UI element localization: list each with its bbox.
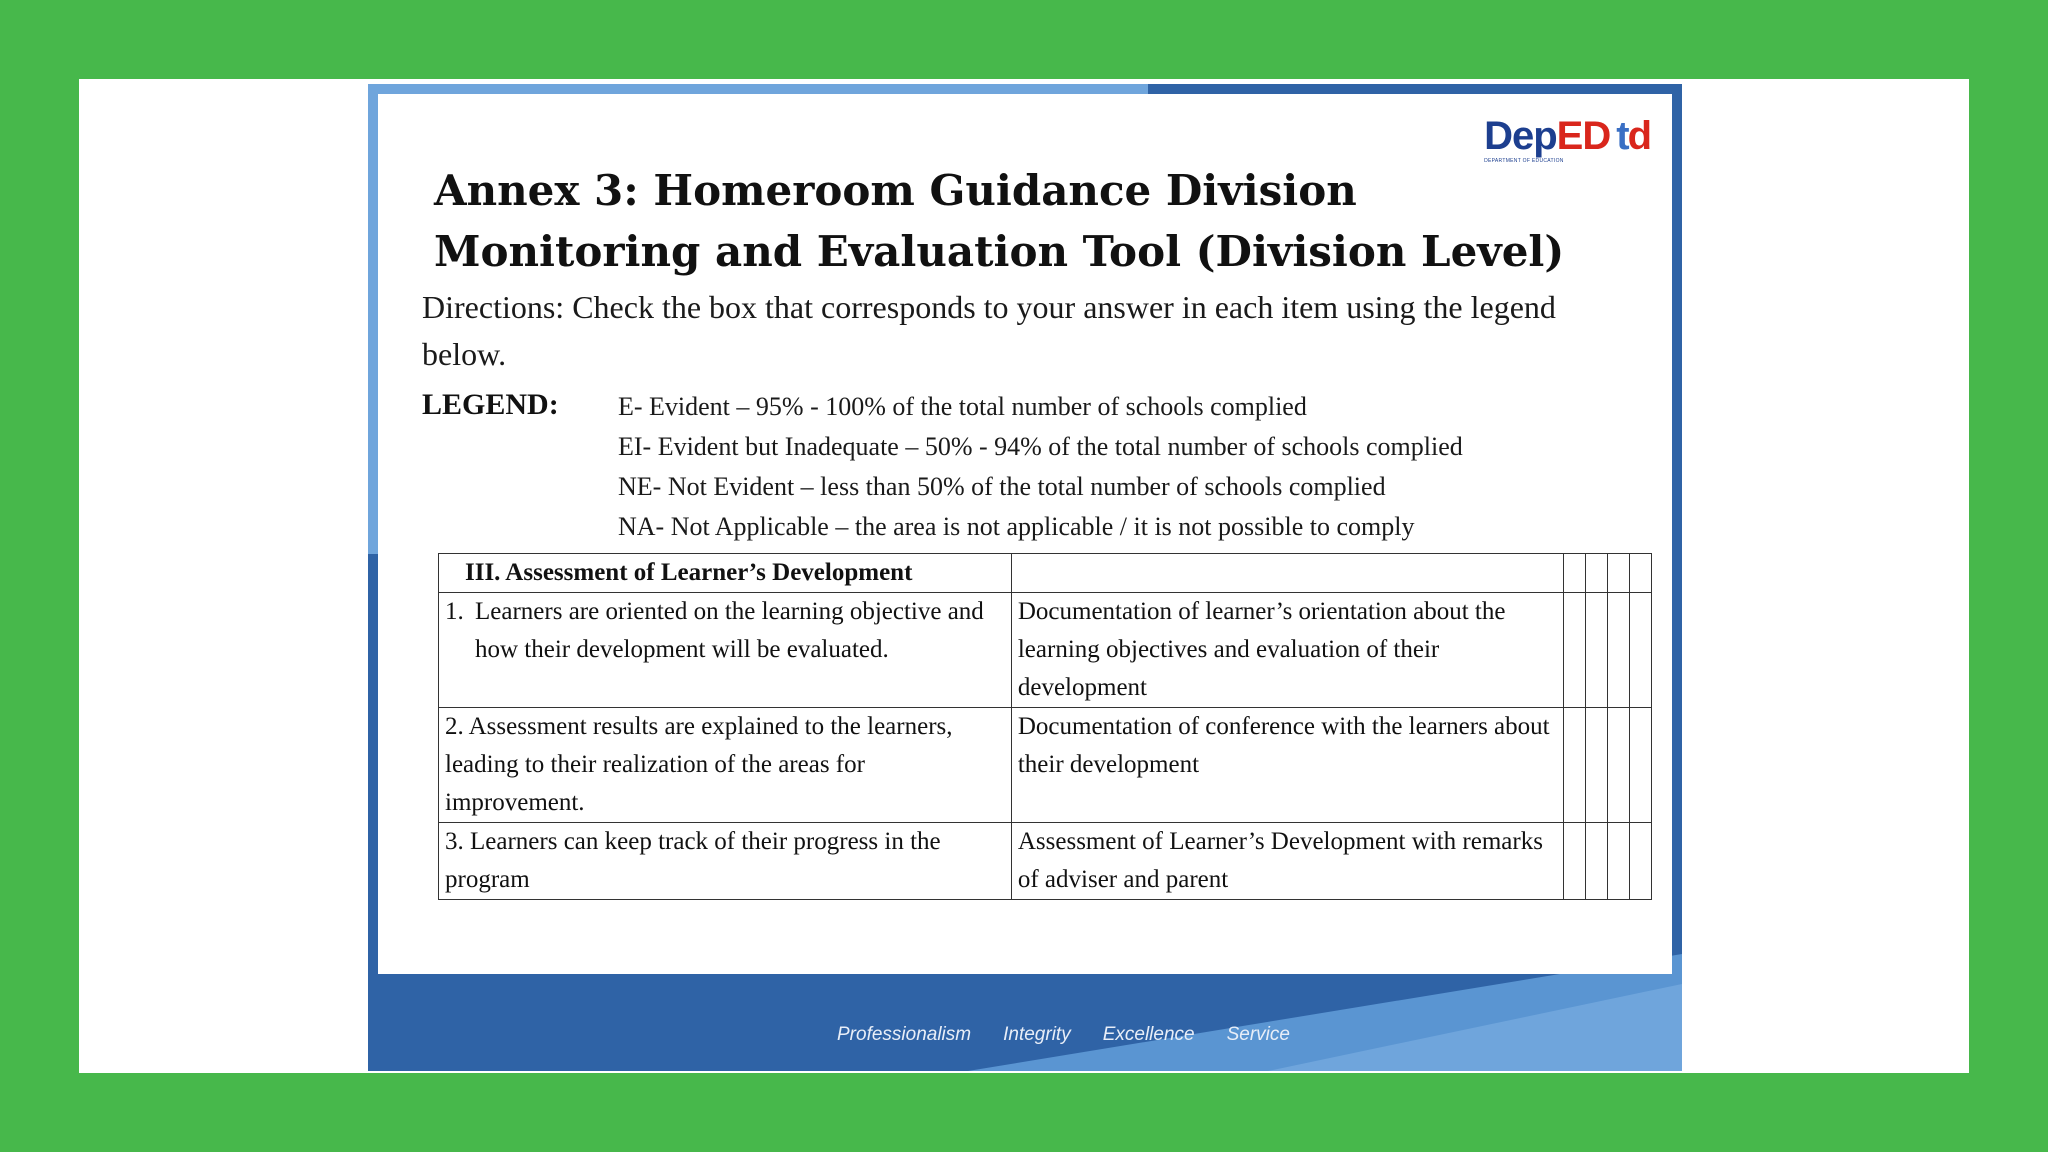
deped-logo: DepED DEPARTMENT OF EDUCATION td — [1484, 114, 1650, 164]
checkbox-e[interactable] — [1563, 593, 1585, 708]
page-title: Annex 3: Homeroom Guidance Division Monitoring and Evaluation Tool (Division Level) — [434, 166, 1565, 276]
legend-item: EI- Evident but Inadequate – 50% - 94% of the total number of schools complied — [618, 432, 1463, 461]
indicator-cell: 1. Learners are oriented on the learning objective and how their development will be evaluated. — [439, 593, 1012, 708]
checkbox-na[interactable] — [1629, 708, 1651, 823]
evidence-cell: Assessment of Learner’s Development with remarks of adviser and parent — [1011, 823, 1563, 900]
checkbox-ne[interactable] — [1607, 554, 1629, 593]
legend-item: NA- Not Applicable – the area is not applicable / it is not possible to comply — [618, 512, 1415, 541]
core-value: Service — [1226, 1024, 1290, 1045]
table-row — [439, 823, 1652, 900]
core-value: Professionalism — [837, 1024, 972, 1045]
checkbox-e[interactable] — [1563, 708, 1585, 823]
table-row — [439, 593, 1652, 708]
section-header: III. Assessment of Learner’s Development — [439, 554, 1012, 593]
evidence-cell: Documentation of learner’s orientation about the learning objectives and evaluation of their development — [1011, 593, 1563, 708]
checkbox-ei[interactable] — [1585, 708, 1607, 823]
indicator-cell: 2. Assessment results are explained to the learners, leading to their realization of the areas for improvement. — [439, 708, 1012, 823]
checkbox-ne[interactable] — [1607, 823, 1629, 900]
legend-list — [618, 387, 1463, 547]
evidence-header — [1011, 554, 1563, 593]
core-values-footer — [368, 1024, 1368, 1046]
checkbox-ei[interactable] — [1585, 593, 1607, 708]
checkbox-na[interactable] — [1629, 593, 1651, 708]
legend-item: NE- Not Evident – less than 50% of the total number of schools complied — [618, 472, 1386, 501]
monitoring-table — [438, 553, 1652, 900]
checkbox-ne[interactable] — [1607, 593, 1629, 708]
legend-label: LEGEND: — [422, 388, 559, 421]
td-logo: td — [1616, 114, 1650, 158]
checkbox-ei[interactable] — [1585, 823, 1607, 900]
core-value: Excellence — [1102, 1024, 1195, 1045]
checkbox-na[interactable] — [1629, 554, 1651, 593]
directions-text: Directions: Check the box that corresponds to your answer in each item using the legend below. — [422, 289, 1556, 372]
checkbox-e[interactable] — [1563, 554, 1585, 593]
presentation-slide — [368, 84, 1682, 1071]
checkbox-na[interactable] — [1629, 823, 1651, 900]
checkbox-ei[interactable] — [1585, 554, 1607, 593]
indicator-cell: 3. Learners can keep track of their progress in the program — [439, 823, 1012, 900]
legend-item: E- Evident – 95% - 100% of the total number of schools complied — [618, 392, 1307, 421]
table-header-row — [439, 554, 1652, 593]
evidence-cell: Documentation of conference with the learners about their development — [1011, 708, 1563, 823]
core-value: Integrity — [1003, 1024, 1071, 1045]
checkbox-ne[interactable] — [1607, 708, 1629, 823]
table-row — [439, 708, 1652, 823]
checkbox-e[interactable] — [1563, 823, 1585, 900]
